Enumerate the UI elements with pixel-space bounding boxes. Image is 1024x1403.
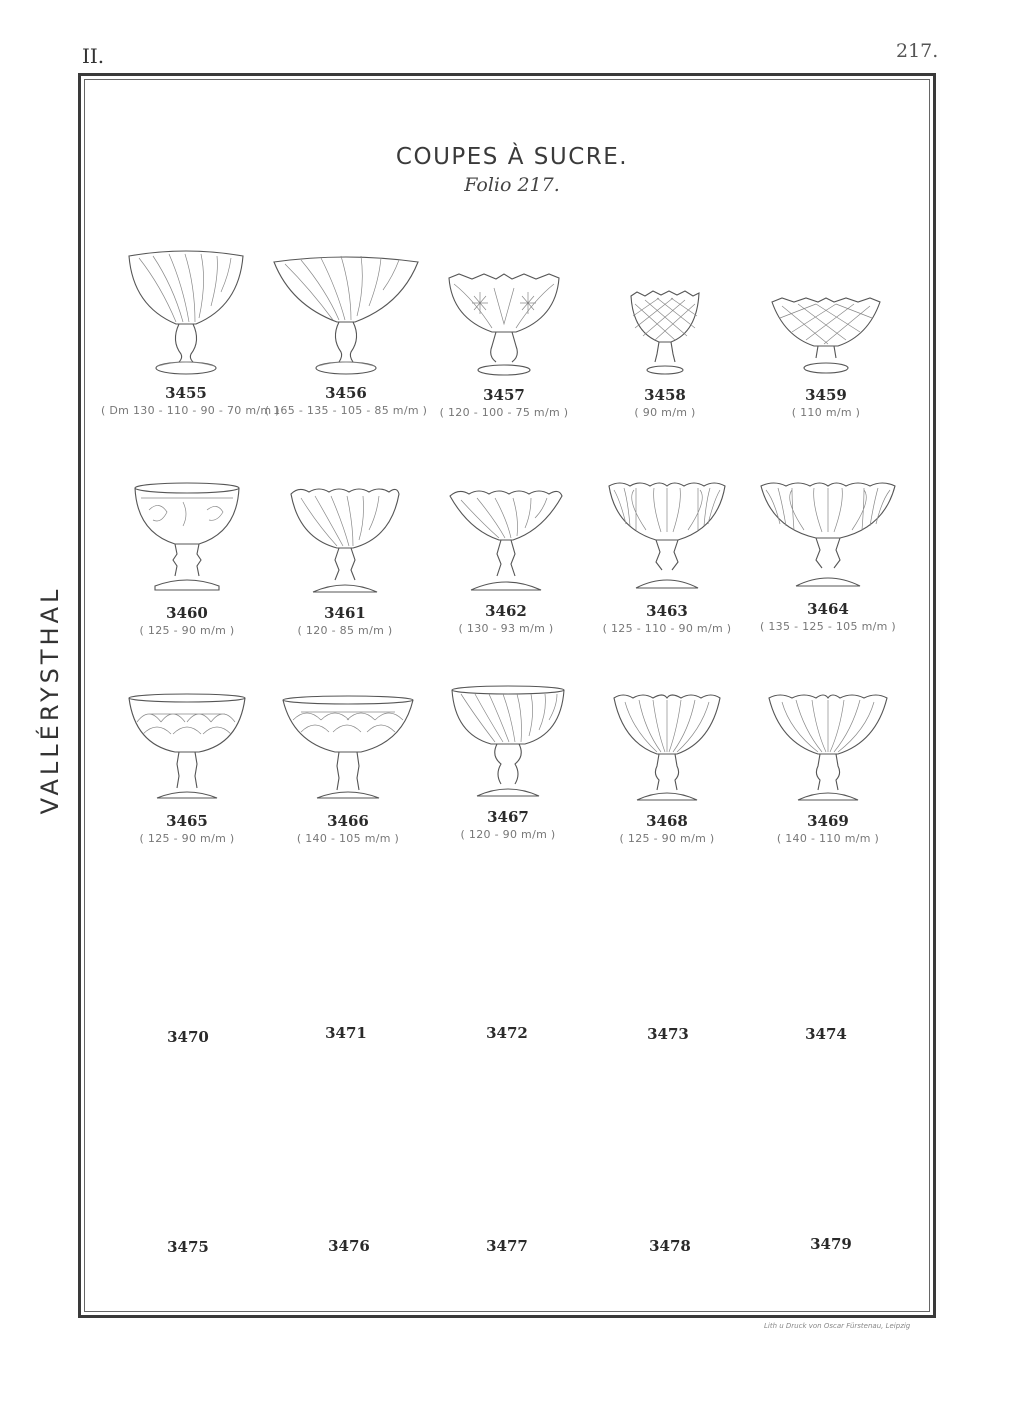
side-label: VALLÉRYSTHAL (36, 585, 64, 815)
catalog-item (102, 480, 272, 637)
section-number: II. (82, 44, 105, 68)
catalog-item (102, 692, 272, 845)
item-dimensions: ( 125 - 110 - 90 m/m ) (602, 622, 732, 635)
item-dimensions: ( 140 - 105 m/m ) (296, 832, 400, 845)
arch-bowl-icon (281, 694, 415, 806)
item-number: 3456 (325, 384, 367, 402)
item-number: 3465 (166, 812, 208, 830)
item-dimensions: ( 90 m/m ) (634, 406, 696, 419)
item-number: 3473 (647, 1025, 689, 1043)
catalog-item (743, 480, 913, 633)
ribbed-tulip-icon (611, 690, 723, 806)
item-number: 3469 (807, 812, 849, 830)
item-dimensions: ( 110 m/m ) (791, 406, 861, 419)
page-number: 217. (896, 40, 939, 62)
item-dimensions: ( 125 - 90 m/m ) (619, 832, 715, 845)
item-number: 3471 (325, 1024, 367, 1042)
ribbed-tulip-icon (766, 690, 890, 806)
diamond-cut-cup-icon (625, 288, 705, 380)
item-number: 3459 (805, 386, 847, 404)
item-dimensions: ( 135 - 125 - 105 m/m ) (759, 620, 897, 633)
catalog-item (101, 246, 280, 417)
fan-bowl-icon (758, 480, 898, 594)
fan-bowl-icon (606, 480, 728, 596)
item-number: 3476 (328, 1237, 370, 1255)
item-number: 3460 (166, 604, 208, 622)
catalog-item (582, 690, 752, 845)
catalog-item (260, 484, 430, 637)
item-dimensions: ( 120 - 90 m/m ) (460, 828, 556, 841)
item-number: 3455 (165, 384, 207, 402)
page-subtitle: Folio 217. (464, 174, 560, 196)
item-dimensions: ( 130 - 93 m/m ) (458, 622, 554, 635)
item-number: 3463 (646, 602, 688, 620)
catalog-item (423, 684, 593, 841)
item-number: 3474 (805, 1025, 847, 1043)
item-number: 3468 (646, 812, 688, 830)
arch-bowl-icon (127, 692, 247, 806)
diamond-cut-bowl-icon (768, 296, 884, 380)
item-number: 3479 (810, 1235, 852, 1253)
item-number: 3470 (167, 1028, 209, 1046)
item-number: 3477 (486, 1237, 528, 1255)
catalog-item (580, 288, 750, 419)
item-dimensions: ( 125 - 90 m/m ) (139, 832, 235, 845)
swirl-bowl-icon (121, 246, 251, 378)
item-number: 3472 (486, 1024, 528, 1042)
catalog-item (421, 486, 591, 635)
swirl-bowl-icon (271, 250, 421, 378)
page-title: COUPES À SUCRE. (395, 144, 629, 170)
swirl-cup-icon (449, 684, 567, 802)
item-number: 3457 (483, 386, 525, 404)
catalog-item (743, 690, 913, 845)
item-number: 3475 (167, 1238, 209, 1256)
scalloped-bowl-icon (287, 484, 403, 598)
item-dimensions: ( 125 - 90 m/m ) (139, 624, 235, 637)
item-number: 3466 (327, 812, 369, 830)
engraved-goblet-icon (131, 480, 243, 598)
catalog-item (741, 296, 911, 419)
catalog-item (261, 250, 431, 417)
item-number: 3467 (487, 808, 529, 826)
catalog-item (582, 480, 752, 635)
item-dimensions: ( Dm 130 - 110 - 90 - 70 m/m ) (101, 404, 280, 417)
item-number: 3458 (644, 386, 686, 404)
scalloped-bowl-icon (447, 486, 565, 596)
item-dimensions: ( 140 - 110 m/m ) (776, 832, 880, 845)
item-number: 3464 (807, 600, 849, 618)
item-dimensions: ( 120 - 85 m/m ) (297, 624, 393, 637)
printer-credit: Lith u Druck von Oscar Fürstenau, Leipzig (764, 1322, 911, 1330)
item-dimensions: ( 120 - 100 - 75 m/m ) (439, 406, 569, 419)
item-number: 3478 (649, 1237, 691, 1255)
star-cut-bowl-icon (444, 270, 564, 380)
item-number: 3462 (485, 602, 527, 620)
catalog-item (419, 270, 589, 419)
catalog-item (263, 694, 433, 845)
item-number: 3461 (324, 604, 366, 622)
item-dimensions: ( 165 - 135 - 105 - 85 m/m ) (264, 404, 428, 417)
